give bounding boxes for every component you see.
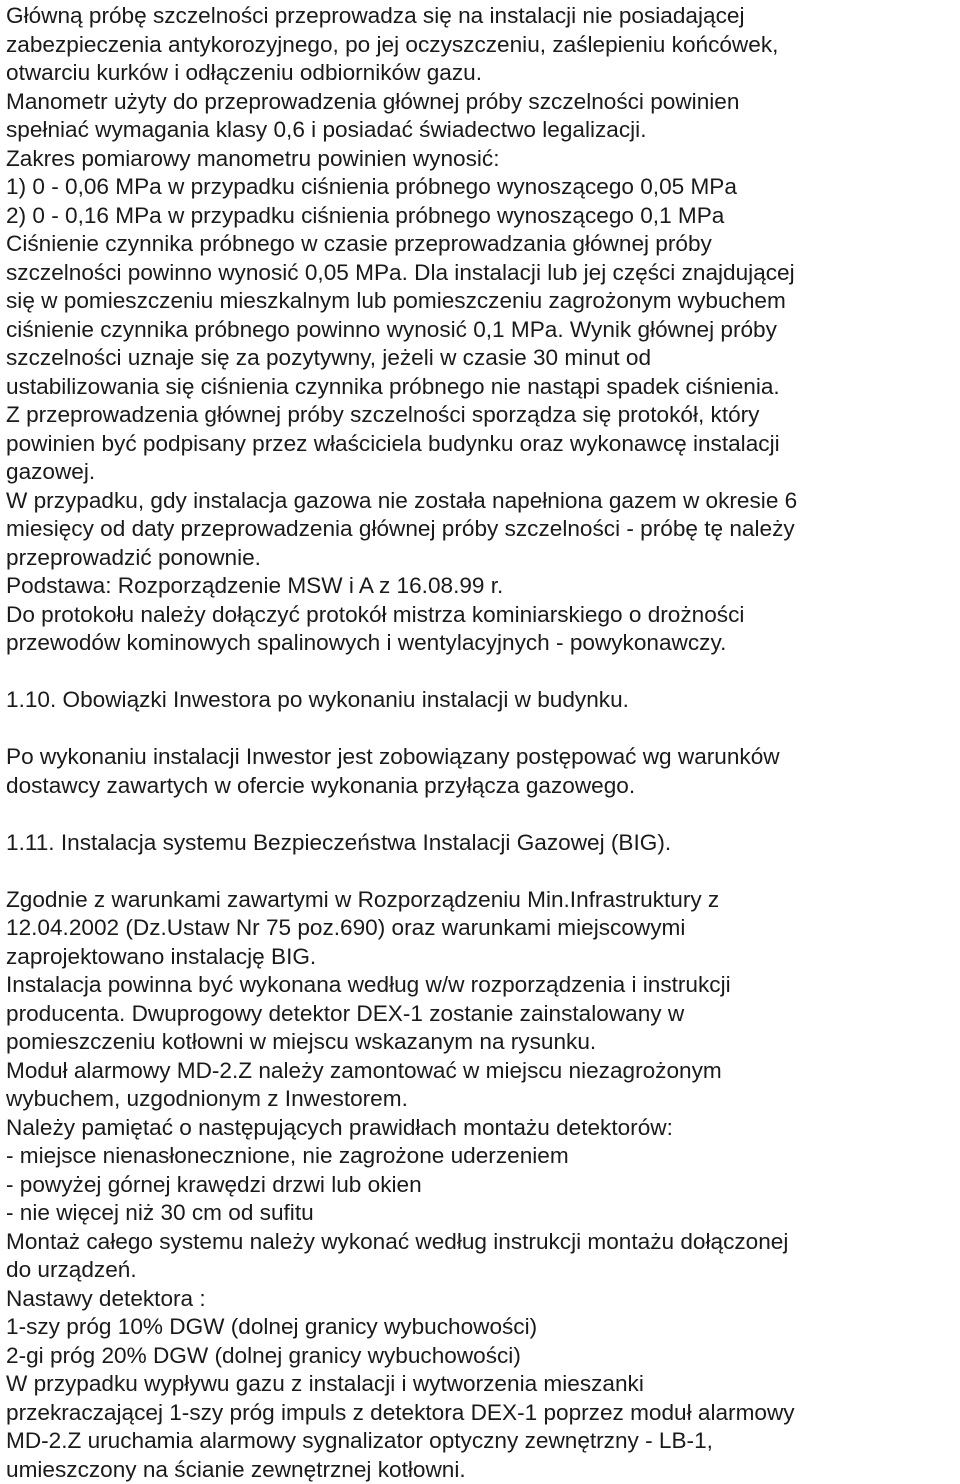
list-item: - powyżej górnej krawędzi drzwi lub okien xyxy=(6,1171,956,1200)
text-line: się w pomieszczeniu mieszkalnym lub pomieszczeniu zagrożonym wybuchem xyxy=(6,287,956,316)
text-line: Z przeprowadzenia głównej próby szczelności sporządza się protokół, który xyxy=(6,401,956,430)
text-line: Instalacja powinna być wykonana według w/w rozporządzenia i instrukcji xyxy=(6,971,956,1000)
text-line: zaprojektowano instalację BIG. xyxy=(6,943,956,972)
text-line: 12.04.2002 (Dz.Ustaw Nr 75 poz.690) oraz warunkami miejscowymi xyxy=(6,914,956,943)
text-line: Moduł alarmowy MD-2.Z należy zamontować w miejscu niezagrożonym xyxy=(6,1057,956,1086)
legal-basis-line: Podstawa: Rozporządzenie MSW i A z 16.08.99 r. xyxy=(6,572,956,601)
text-line: producenta. Dwuprogowy detektor DEX-1 zostanie zainstalowany w xyxy=(6,1000,956,1029)
text-line: pomieszczeniu kotłowni w miejscu wskazanym na rysunku. xyxy=(6,1028,956,1057)
text-line: Zakres pomiarowy manometru powinien wynosić: xyxy=(6,145,956,174)
text-line: wybuchem, uzgodnionym z Inwestorem. xyxy=(6,1085,956,1114)
text-line: szczelności uznaje się za pozytywny, jeżeli w czasie 30 minut od xyxy=(6,344,956,373)
main-test-section xyxy=(6,2,956,658)
text-line: Do protokołu należy dołączyć protokół mistrza kominiarskiego o drożności xyxy=(6,601,956,630)
text-line: W przypadku wypływu gazu z instalacji i wytworzenia mieszanki xyxy=(6,1370,956,1399)
threshold-line: 1-szy próg 10% DGW (dolnej granicy wybuchowości) xyxy=(6,1313,956,1342)
list-item: - miejsce nienasłonecznione, nie zagrożone uderzeniem xyxy=(6,1142,956,1171)
spacer xyxy=(6,857,956,886)
text-line: Główną próbę szczelności przeprowadza się na instalacji nie posiadającej xyxy=(6,2,956,31)
list-item: 1) 0 - 0,06 MPa w przypadku ciśnienia próbnego wynoszącego 0,05 MPa xyxy=(6,173,956,202)
text-line: szczelności powinno wynosić 0,05 MPa. Dla instalacji lub jej części znajdującej xyxy=(6,259,956,288)
list-item: 2) 0 - 0,16 MPa w przypadku ciśnienia próbnego wynoszącego 0,1 MPa xyxy=(6,202,956,231)
text-line: powinien być podpisany przez właściciela budynku oraz wykonawcę instalacji xyxy=(6,430,956,459)
text-line: Nastawy detektora : xyxy=(6,1285,956,1314)
text-line: zabezpieczenia antykorozyjnego, po jej oczyszczeniu, zaślepieniu końcówek, xyxy=(6,31,956,60)
text-line: Montaż całego systemu należy wykonać według instrukcji montażu dołączonej xyxy=(6,1228,956,1257)
list-item: - nie więcej niż 30 cm od sufitu xyxy=(6,1199,956,1228)
threshold-line: 2-gi próg 20% DGW (dolnej granicy wybuchowości) xyxy=(6,1342,956,1371)
spacer xyxy=(6,800,956,829)
text-line: MD-2.Z uruchamia alarmowy sygnalizator optyczny zewnętrzny - LB-1, xyxy=(6,1427,956,1456)
spacer xyxy=(6,658,956,687)
text-line: miesięcy od daty przeprowadzenia głównej próby szczelności - próbę tę należy xyxy=(6,515,956,544)
text-line: Po wykonaniu instalacji Inwestor jest zobowiązany postępować wg warunków xyxy=(6,743,956,772)
spacer xyxy=(6,715,956,744)
text-line: ustabilizowania się ciśnienia czynnika próbnego nie nastąpi spadek ciśnienia. xyxy=(6,373,956,402)
big-system-section xyxy=(6,886,956,1484)
text-line: W przypadku, gdy instalacja gazowa nie została napełniona gazem w okresie 6 xyxy=(6,487,956,516)
text-line: dostawcy zawartych w ofercie wykonania przyłącza gazowego. xyxy=(6,772,956,801)
text-line: ciśnienie czynnika próbnego powinno wynosić 0,1 MPa. Wynik głównej próby xyxy=(6,316,956,345)
document-page xyxy=(6,2,956,1484)
text-line: Manometr użyty do przeprowadzenia głównej próby szczelności powinien xyxy=(6,88,956,117)
text-line: przekraczającej 1-szy próg impuls z detektora DEX-1 poprzez moduł alarmowy xyxy=(6,1399,956,1428)
text-line: Ciśnienie czynnika próbnego w czasie przeprowadzania głównej próby xyxy=(6,230,956,259)
investor-section xyxy=(6,743,956,800)
text-line: przeprowadzić ponownie. xyxy=(6,544,956,573)
text-line: otwarciu kurków i odłączeniu odbiorników gazu. xyxy=(6,59,956,88)
text-line: Zgodnie z warunkami zawartymi w Rozporządzeniu Min.Infrastruktury z xyxy=(6,886,956,915)
text-line: Należy pamiętać o następujących prawidłach montażu detektorów: xyxy=(6,1114,956,1143)
text-line: spełniać wymagania klasy 0,6 i posiadać świadectwo legalizacji. xyxy=(6,116,956,145)
text-line: do urządzeń. xyxy=(6,1256,956,1285)
section-heading-1-11: 1.11. Instalacja systemu Bezpieczeństwa Instalacji Gazowej (BIG). xyxy=(6,829,956,858)
section-heading-1-10: 1.10. Obowiązki Inwestora po wykonaniu instalacji w budynku. xyxy=(6,686,956,715)
text-line: gazowej. xyxy=(6,458,956,487)
text-line: przewodów kominowych spalinowych i wentylacyjnych - powykonawczy. xyxy=(6,629,956,658)
text-line: umieszczony na ścianie zewnętrznej kotłowni. xyxy=(6,1456,956,1484)
